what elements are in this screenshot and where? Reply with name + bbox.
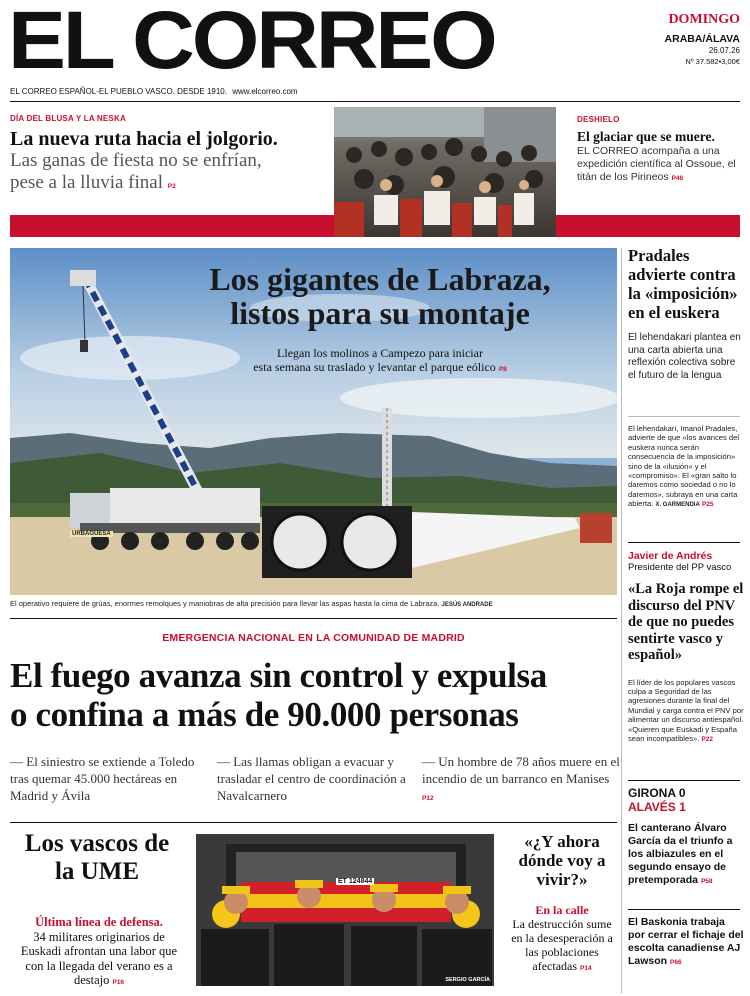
lead-page-ref: P8 [498,366,507,373]
tagline-text: EL CORREO ESPAÑOL-EL PUEBLO VASCO. DESDE 1910. [10,87,227,96]
pradales-deck: El lehendakari plantea en una carta abierta una reflexión colectiva sobre el futuro de la lengua [628,332,741,381]
girona-rule [628,780,740,781]
lead-headline-line1: Los gigantes de Labraza, [209,261,551,297]
ume-body: 34 militares originarios de Euskadi afrontan una labor que con la llegada del verano es a destajo [20,929,178,987]
ume-credit: SERGIO GARCÍA [445,977,490,983]
girona-headline: El canterano Álvaro García da el triunfo a los albiazules en el segundo ensayo de pretemporada [628,822,733,886]
lead-subhead-line2: esta semana su traslado y levantar el parque eólico [253,360,496,374]
teaser-headline: La nueva ruta hacia el jolgorio. [10,128,278,150]
deandres-rule [628,542,740,543]
pradales-page-ref: P25 [701,501,714,509]
fire-bullet-text: El siniestro se extiende a Toledo tras quemar 45.000 hectáreas en Madrid y Ávila [10,754,195,803]
teaser-page-ref: P2 [167,183,176,190]
fire-bullet-2[interactable] [217,753,412,804]
masthead-divider [10,101,740,102]
red-band-left [10,215,334,237]
ume-headline[interactable]: Los vascos de la UME [24,830,170,885]
lead-caption [10,599,617,610]
truck-plate: ET 124844 [338,878,373,885]
girona-score: GIRONA 0 [628,786,686,800]
lead-credit: JESÚS ANDRADE [441,602,493,608]
vivir-page-ref: P14 [580,965,592,972]
ume-story [18,915,180,991]
pradales-headline: Pradales advierte contra la «imposición» en el euskera [628,246,738,322]
deandres-body: El líder de los populares vascos culpa a Seguridad de las agresiones durante la final del Mundial y carga contra el PNV por alimentar un discurso antiespañol. «Quieren que Euskadi y España sean incompatibles». [628,677,744,743]
pradales-body-text: El lehendakari, Imanol Pradales, advierte de que «los avances del euskera nunca serán consecuencia de la imposición» sino de la «ilusión» y el «compromiso». El «gran salto lo daremos como sociedad o no lo daremos», subraya en una carta abierta. [628,424,740,509]
crowd-illustration [334,107,556,237]
vivir-story [510,903,614,976]
fire-divider [10,822,617,823]
edition-day: DOMINGO [668,12,740,27]
fire-headline-line2: o confina a más de 90.000 personas [10,695,519,734]
fire-headline-line1: El fuego avanza sin control y expulsa [10,656,547,695]
bullet-dash: — [10,754,27,769]
baskonia-rule [628,909,740,910]
glaciar-headline: El glaciar que se muere. [577,129,715,144]
sidebar-girona[interactable] [628,786,744,888]
lead-subhead [220,346,540,377]
alaves-score: ALAVÉS 1 [628,800,686,814]
fire-headline[interactable] [10,656,622,734]
bullet-dash: — [217,754,234,769]
edition-date: 26.07.26 [708,46,740,55]
ume-page-ref: P16 [112,979,125,986]
fiestas-crowd-photo[interactable] [334,107,556,237]
deandres-name: Javier de Andrés [628,550,713,562]
pradales-body [628,424,742,511]
vivir-headline[interactable]: «¿Y ahora dónde voy a vivir?» [518,832,606,889]
lead-headline [150,262,610,330]
teaser-glaciar[interactable] [577,115,742,185]
lead-divider [10,618,617,619]
baskonia-page-ref: P66 [670,959,682,966]
lead-headline-line2: listos para su montaje [230,295,530,331]
ume-kicker: Última línea de defensa. [35,915,163,929]
vivir-body: La destrucción sume en la desesperación a las poblaciones afectadas [511,917,613,973]
crane-sign: URBAGÜESA [72,531,111,537]
fire-bullet-1[interactable] [10,753,205,804]
fire-bullet-3[interactable] [422,753,620,807]
fire-bullet-text: Un hombre de 78 años muere en el incendio de un barranco en Manises [422,754,620,786]
deandres-quote: «La Roja rompe el discurso del PNV de que no puedes sentirte vasco y español» [628,581,744,663]
teaser-kicker: DÍA DEL BLUSA Y LA NESKA [10,114,126,123]
sidebar-pradales[interactable] [628,246,744,382]
pradales-byline: X. GARMENDIA [655,502,700,509]
glaciar-page-ref: P46 [671,175,684,182]
fire-page-ref: P12 [422,795,434,802]
teaser-deck: Las ganas de fiesta no se enfrían, pese a la lluvia final [10,150,262,193]
red-band-right [556,215,740,237]
glaciar-kicker: DESHIELO [577,115,620,124]
deandres-page-ref: P22 [701,735,714,743]
sidebar-deandres[interactable] [628,550,744,744]
bullet-dash: — [422,754,439,769]
teaser-fiestas[interactable] [10,114,325,198]
lead-caption-text: El operativo requiere de grúas, enormes remolques y maniobras de alta precisión para llevar las aspas hasta la cima de Labraza. [10,599,440,608]
masthead-logo[interactable]: EL CORREO [8,0,495,86]
vivir-kicker: En la calle [535,903,589,917]
masthead [0,0,750,100]
pradales-rule [628,416,740,417]
edition-issue: Nº 37.582•3,00€ [685,57,740,66]
masthead-tagline [10,87,298,96]
ume-truck-illustration [196,834,494,986]
fire-bullet-text: Las llamas obligan a evacuar y trasladar el centro de coordinación a Navalcarnero [217,754,406,803]
sidebar-baskonia[interactable] [628,916,744,969]
website-link[interactable]: www.elcorreo.com [232,87,298,96]
deandres-role: Presidente del PP vasco [628,562,732,573]
baskonia-headline: El Baskonia trabaja por cerrar el fichaje del escolta canadiense AJ Lawson [628,916,744,967]
edition-region: ARABA/ÁLAVA [664,33,740,45]
glaciar-deck: EL CORREO acompaña a una expedición científica al Ossoue, el titán de los Pirineos [577,145,736,183]
ume-photo[interactable] [196,834,494,986]
lead-photo-cranes[interactable] [10,248,617,595]
girona-page-ref: P58 [700,878,713,885]
fire-kicker: EMERGENCIA NACIONAL EN LA COMUNIDAD DE MADRID [162,632,465,644]
sidebar-divider [621,248,622,993]
lead-subhead-line1: Llegan los molinos a Campezo para iniciar [277,346,483,360]
